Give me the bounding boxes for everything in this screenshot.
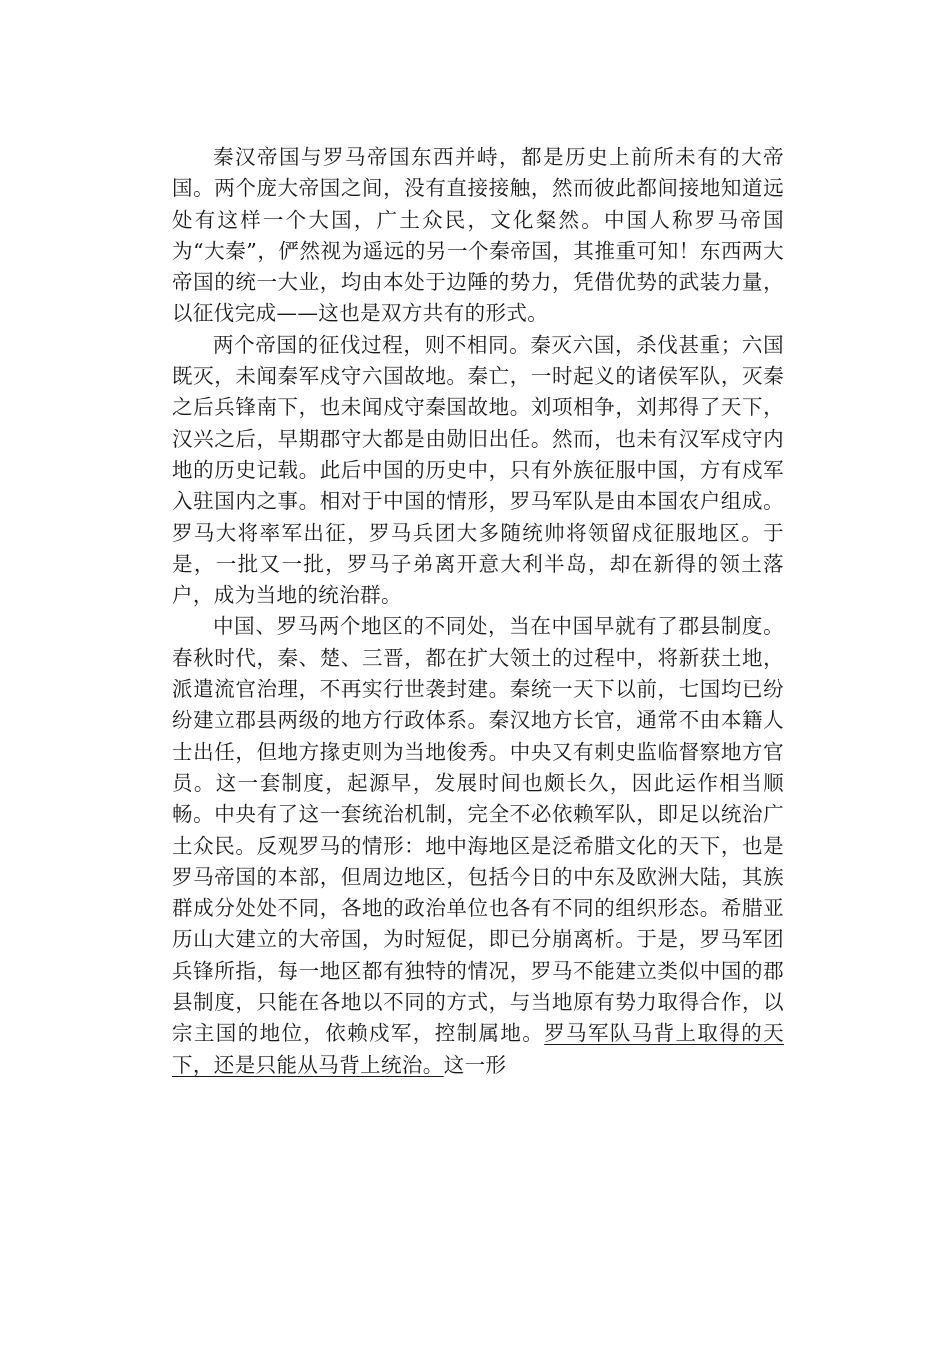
paragraph-2: 两个帝国的征伐过程，则不相同。秦灭六国，杀伐甚重；六国既灭，未闻秦军戍守六国故地。秦亡，一时起义的诸侯军队，灭秦之后兵锋南下，也未闻戍守秦国故地。刘项相争，刘邦得了天下，汉兴之后，早期郡守大都是由勋旧出任。然而，也未有汉军戍守内地的历史记载。此后中国的历史中，只有外族征服中国，方有戍军入驻国内之事。相对于中国的情形，罗马军队是由本国农户组成。罗马大将率军出征，罗马兵团大多随统帅将领留戍征服地区。于是，一批又一批，罗马子弟离开意大利半岛，却在新得的领土落户，成为当地的统治群。: [172, 332, 784, 608]
article-body: [172, 142, 784, 1081]
paragraph-1: 秦汉帝国与罗马帝国东西并峙，都是历史上前所未有的大帝国。两个庞大帝国之间，没有直接接触，然而彼此都间接地知道远处有这样一个大国，广土众民，文化粲然。中国人称罗马帝国为“大秦”，俨然视为遥远的另一个秦帝国，其推重可知！东西两大帝国的统一大业，均由本处于边陲的势力，凭借优势的武装力量，以征伐完成——这也是双方共有的形式。: [172, 145, 784, 326]
paragraph-3-continuation: 这一形: [443, 1052, 507, 1077]
underlined-sentence: 罗马军队马背上取得的天下，还是只能从马背上统治。: [172, 1021, 784, 1077]
paragraph-3-text: 中国、罗马两个地区的不同处，当在中国早就有了郡县制度。春秋时代，秦、楚、三晋，都在扩大领土的过程中，将新获土地，派遣流官治理，不再实行世袭封建。秦统一天下以前，七国均已纷纷建立郡县两级的地方行政体系。秦汉地方长官，通常不由本籍人士出任，但地方掾吏则为当地俊秀。中央又有刺史监临督察地方官员。这一套制度，起源早，发展时间也颇长久，因此运作相当顺畅。中央有了这一套统治机制，完全不必依赖军队，即足以统治广土众民。反观罗马的情形：地中海地区是泛希腊文化的天下，也是罗马帝国的本部，但周边地区，包括今日的中东及欧洲大陆，其族群成分处处不同，各地的政治单位也各有不同的组织形态。希腊亚历山大建立的大帝国，为时短促，即已分崩离析。于是，罗马军团兵锋所指，每一地区都有独特的情况，罗马不能建立类似中国的郡县制度，只能在各地以不同的方式，与当地原有势力取得合作，以宗主国的地位，依赖戍军，控制属地。: [172, 614, 784, 1046]
paragraph-3: [172, 611, 784, 1080]
